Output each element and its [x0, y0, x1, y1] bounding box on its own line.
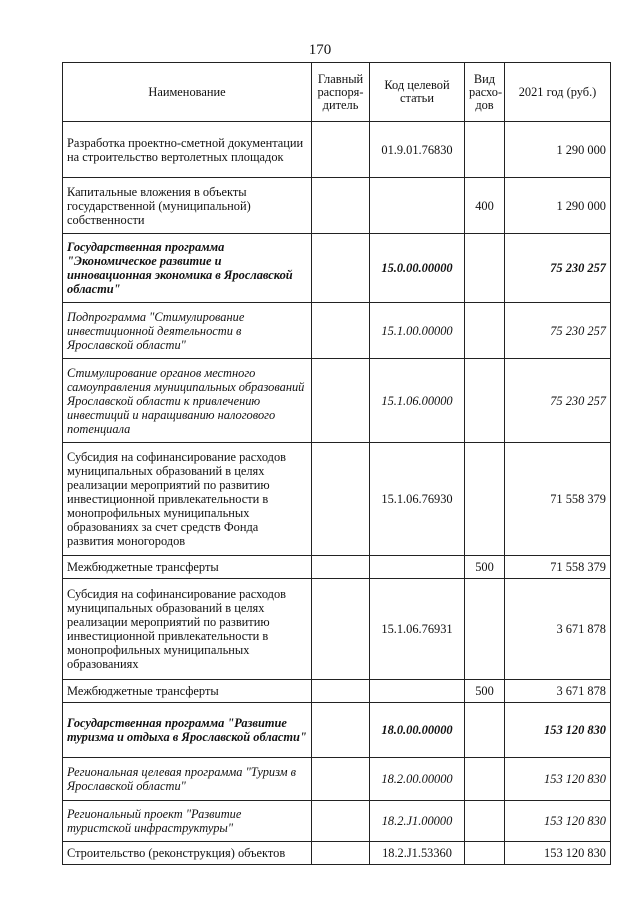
- row-amount: 3 671 878: [505, 680, 611, 703]
- row-grbs: [312, 303, 370, 359]
- row-amount: 75 230 257: [505, 359, 611, 443]
- row-code: 01.9.01.76830: [370, 122, 465, 178]
- row-code: 18.2.J1.53360: [370, 842, 465, 865]
- row-grbs: [312, 234, 370, 303]
- row-name: Стимулирование органов местного самоуправления муниципальных образований Ярославской области к привлечению инвестиций и наращиванию налогового потенциала: [63, 359, 312, 443]
- table-row: [63, 178, 611, 234]
- table-row: [63, 703, 611, 758]
- row-amount: 1 290 000: [505, 122, 611, 178]
- row-vid: [465, 801, 505, 842]
- row-amount: 153 120 830: [505, 703, 611, 758]
- table-row: [63, 801, 611, 842]
- row-name: Государственная программа "Экономическое развитие и инновационная экономика в Ярославской области": [63, 234, 312, 303]
- row-name: Разработка проектно-сметной документации на строительство вертолетных площадок: [63, 122, 312, 178]
- row-vid: [465, 703, 505, 758]
- table-row: [63, 303, 611, 359]
- row-amount: 71 558 379: [505, 443, 611, 556]
- row-amount: 75 230 257: [505, 303, 611, 359]
- row-vid: 500: [465, 680, 505, 703]
- table-row: [63, 579, 611, 680]
- row-vid: [465, 579, 505, 680]
- row-grbs: [312, 703, 370, 758]
- row-grbs: [312, 359, 370, 443]
- header-amount: 2021 год (руб.): [505, 63, 611, 122]
- row-code: [370, 556, 465, 579]
- header-code: Код целевой статьи: [370, 63, 465, 122]
- row-amount: 75 230 257: [505, 234, 611, 303]
- header-name: Наименование: [63, 63, 312, 122]
- row-name: Региональный проект "Развитие туристской инфраструктуры": [63, 801, 312, 842]
- row-grbs: [312, 122, 370, 178]
- row-vid: 400: [465, 178, 505, 234]
- header-vid: Вид расхо-дов: [465, 63, 505, 122]
- row-amount: 153 120 830: [505, 842, 611, 865]
- table-row: [63, 359, 611, 443]
- row-grbs: [312, 178, 370, 234]
- row-code: 15.1.06.76931: [370, 579, 465, 680]
- table-row: [63, 122, 611, 178]
- row-name: Субсидия на софинансирование расходов муниципальных образований в целях реализации мероприятий по развитию инвестиционной привлекательности в монопрофильных муниципальных образованиях за счет средств Фонда развития моногородов: [63, 443, 312, 556]
- row-grbs: [312, 680, 370, 703]
- row-grbs: [312, 758, 370, 801]
- row-name: Межбюджетные трансферты: [63, 680, 312, 703]
- row-name: Строительство (реконструкция) объектов: [63, 842, 312, 865]
- row-name: Капитальные вложения в объекты государственной (муниципальной) собственности: [63, 178, 312, 234]
- row-grbs: [312, 443, 370, 556]
- header-grbs: Главный распоря-дитель: [312, 63, 370, 122]
- row-vid: [465, 303, 505, 359]
- row-code: 18.2.J1.00000: [370, 801, 465, 842]
- table-row: [63, 842, 611, 865]
- row-code: 18.0.00.00000: [370, 703, 465, 758]
- row-code: [370, 178, 465, 234]
- row-amount: 71 558 379: [505, 556, 611, 579]
- row-vid: [465, 443, 505, 556]
- row-grbs: [312, 842, 370, 865]
- row-amount: 153 120 830: [505, 758, 611, 801]
- table-row: [63, 443, 611, 556]
- budget-table: [62, 62, 611, 865]
- row-name: Региональная целевая программа "Туризм в Ярославской области": [63, 758, 312, 801]
- row-grbs: [312, 556, 370, 579]
- row-name: Подпрограмма "Стимулирование инвестиционной деятельности в Ярославской области": [63, 303, 312, 359]
- table-header-row: [63, 63, 611, 122]
- row-code: 15.1.06.76930: [370, 443, 465, 556]
- row-grbs: [312, 579, 370, 680]
- page-number: 170: [308, 42, 332, 58]
- row-code: 15.0.00.00000: [370, 234, 465, 303]
- row-grbs: [312, 801, 370, 842]
- row-vid: [465, 122, 505, 178]
- row-amount: 153 120 830: [505, 801, 611, 842]
- row-amount: 3 671 878: [505, 579, 611, 680]
- row-vid: [465, 234, 505, 303]
- table-row: [63, 758, 611, 801]
- table-row: [63, 556, 611, 579]
- row-vid: [465, 842, 505, 865]
- row-vid: [465, 359, 505, 443]
- row-code: 18.2.00.00000: [370, 758, 465, 801]
- row-code: 15.1.06.00000: [370, 359, 465, 443]
- row-name: Государственная программа "Развитие туризма и отдыха в Ярославской области": [63, 703, 312, 758]
- row-vid: 500: [465, 556, 505, 579]
- table-row: [63, 234, 611, 303]
- row-code: 15.1.00.00000: [370, 303, 465, 359]
- row-name: Межбюджетные трансферты: [63, 556, 312, 579]
- row-vid: [465, 758, 505, 801]
- table-row: [63, 680, 611, 703]
- row-code: [370, 680, 465, 703]
- row-name: Субсидия на софинансирование расходов муниципальных образований в целях реализации мероприятий по развитию инвестиционной привлекательности в монопрофильных муниципальных образованиях: [63, 579, 312, 680]
- row-amount: 1 290 000: [505, 178, 611, 234]
